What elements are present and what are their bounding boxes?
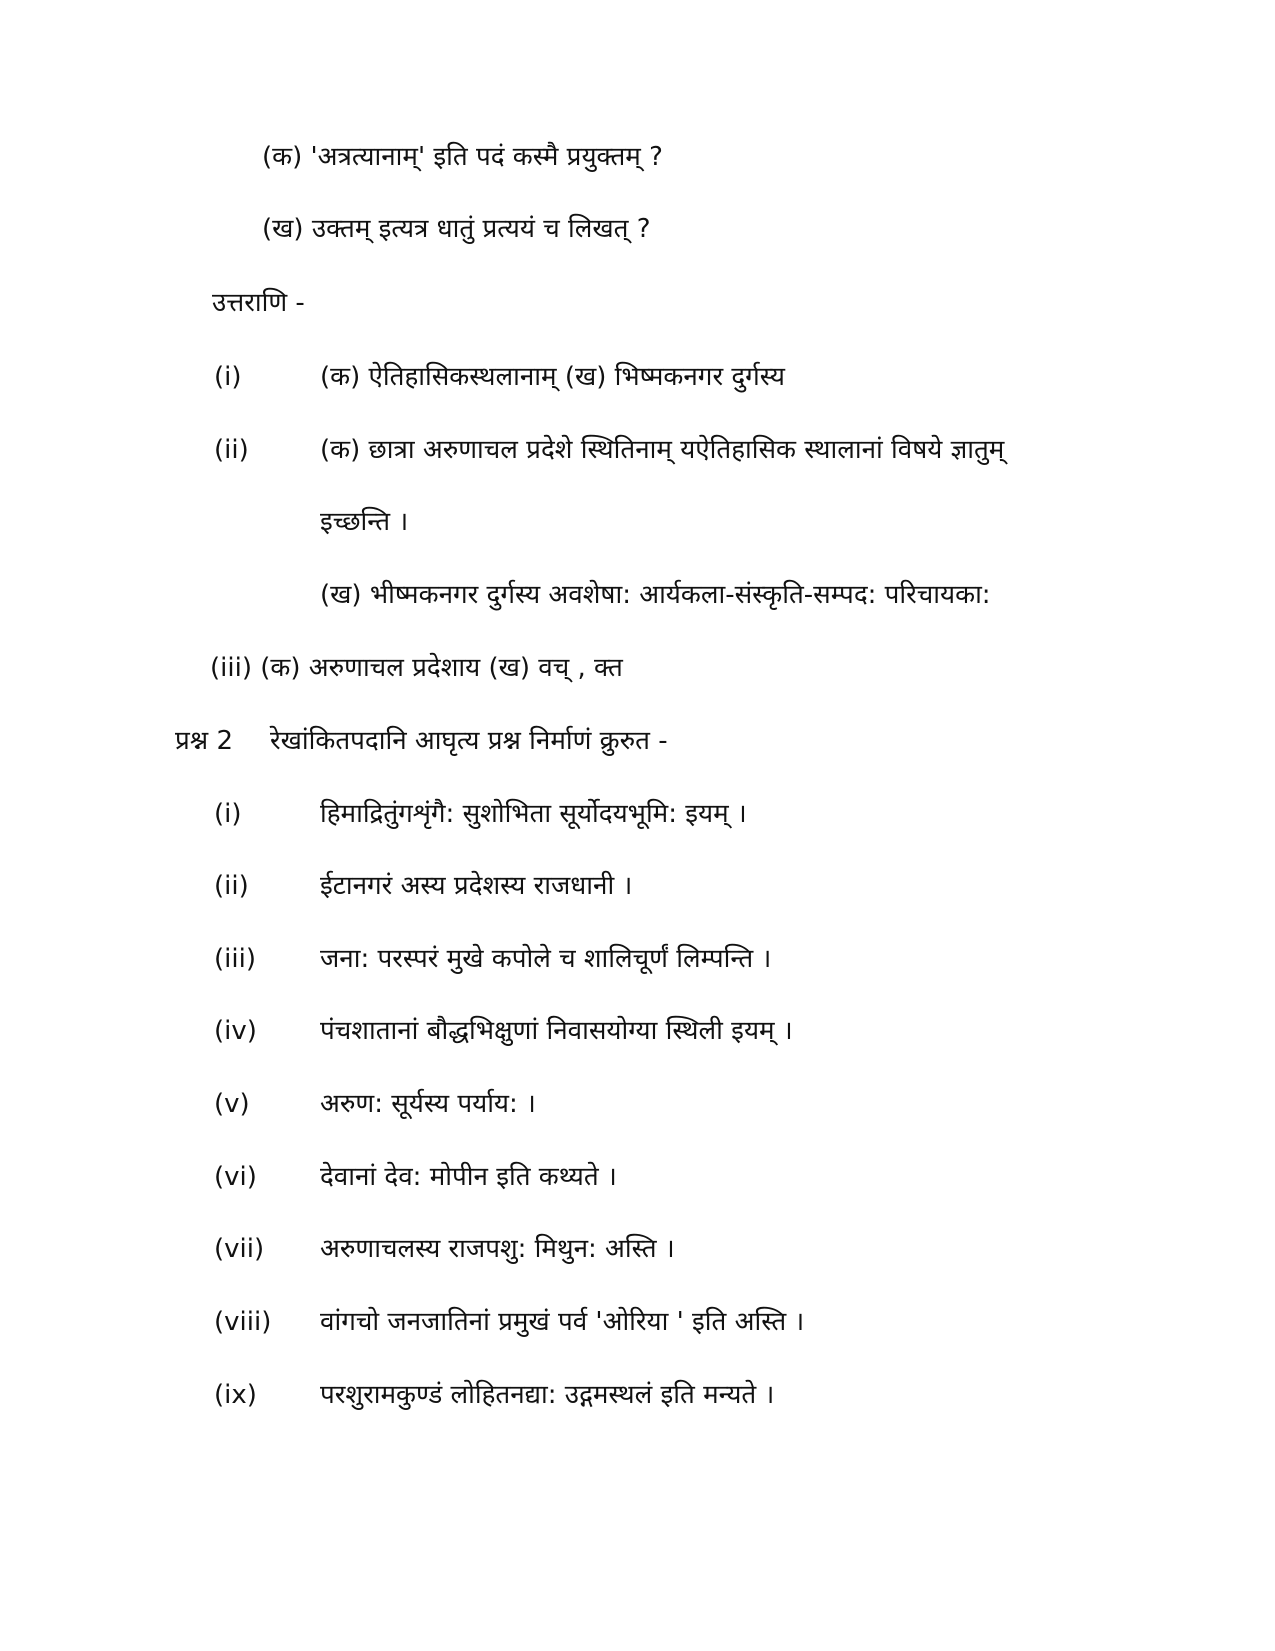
item-number: (iv) bbox=[214, 1016, 257, 1046]
answers-heading: उत्तराणि - bbox=[212, 288, 305, 318]
question-ka: (क) 'अत्रत्यानाम्' इति पदं कस्मै प्रयुक्तम् ? bbox=[262, 142, 663, 172]
item-number: (viii) bbox=[214, 1307, 272, 1337]
question-kha: (ख) उक्तम् इत्यत्र धातुं प्रत्ययं च लिखत् ? bbox=[262, 214, 651, 244]
answer-number: (ii) bbox=[214, 435, 249, 465]
item-number: (v) bbox=[214, 1089, 250, 1119]
item-text: पंचशातानां बौद्धभिक्षुणां निवासयोग्या स्थिली इयम् । bbox=[320, 1016, 793, 1046]
answer-text: (ख) भीष्मकनगर दुर्गस्य अवशेषा: आर्यकला-संस्कृति-सम्पद: परिचायका: bbox=[320, 580, 991, 610]
item-number: (ix) bbox=[214, 1380, 257, 1410]
question-instruction: रेखांकितपदानि आघृत्य प्रश्न निर्माणं क्रुरुत - bbox=[270, 726, 668, 756]
item-text: देवानां देव: मोपीन इति कथ्यते । bbox=[320, 1162, 617, 1192]
item-text: परशुरामकुण्डं लोहितनद्या: उद्गमस्थलं इति मन्यते । bbox=[320, 1380, 775, 1410]
item-text: हिमाद्रितुंगशृंगै: सुशोभिता सूर्योदयभूमि: इयम् । bbox=[320, 799, 747, 829]
item-text: अरुणाचलस्य राजपशु: मिथुन: अस्ति । bbox=[320, 1234, 675, 1264]
item-text: जना: परस्परं मुखे कपोले च शालिचूर्णं लिम्पन्ति । bbox=[320, 944, 772, 974]
answer-text-continued: इच्छन्ति । bbox=[320, 507, 409, 537]
item-number: (ii) bbox=[214, 871, 249, 901]
answer-text: (क) छात्रा अरुणाचल प्रदेशे स्थितिनाम् यऐतिहासिक स्थालानां विषये ज्ञातुम् bbox=[320, 435, 1005, 465]
item-number: (i) bbox=[214, 799, 242, 829]
answer-text: (iii) (क) अरुणाचल प्रदेशाय (ख) वच् , क्त bbox=[210, 653, 623, 683]
item-text: ईटानगरं अस्य प्रदेशस्य राजधानी । bbox=[320, 871, 633, 901]
item-number: (vi) bbox=[214, 1162, 257, 1192]
answer-number: (i) bbox=[214, 362, 242, 392]
item-number: (iii) bbox=[214, 944, 256, 974]
item-text: वांगचो जनजातिनां प्रमुखं पर्व 'ओरिया ' इति अस्ति । bbox=[320, 1307, 805, 1337]
question-label: प्रश्न 2 bbox=[175, 726, 233, 756]
item-number: (vii) bbox=[214, 1234, 265, 1264]
item-text: अरुण: सूर्यस्य पर्याय: । bbox=[320, 1089, 536, 1119]
answer-text: (क) ऐतिहासिकस्थलानाम् (ख) भिष्मकनगर दुर्गस्य bbox=[320, 362, 785, 392]
